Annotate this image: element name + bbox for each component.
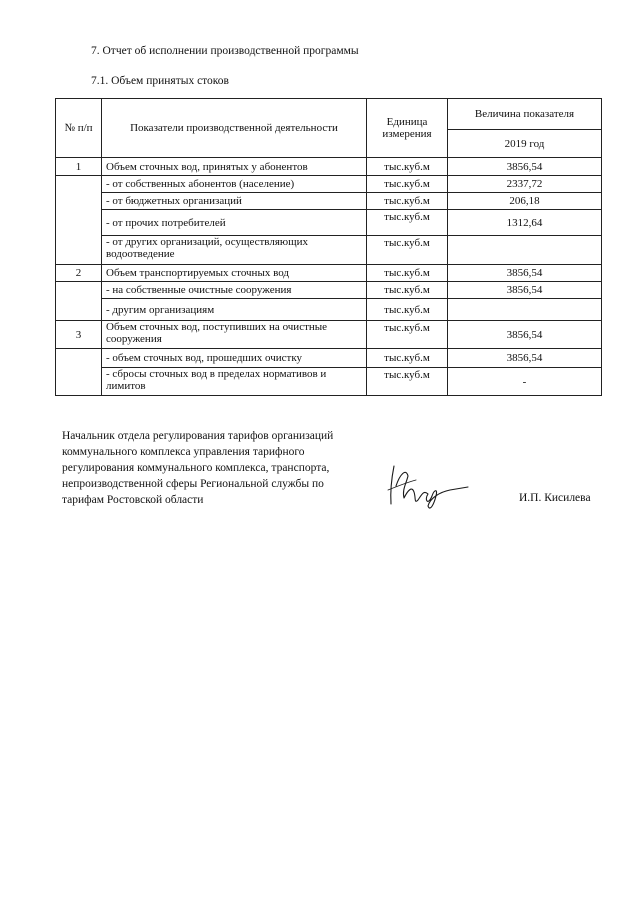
- signer-position-line: Начальник отдела регулирования тарифов организаций: [62, 430, 334, 442]
- table-row: [56, 193, 602, 210]
- row-num: 1: [56, 158, 102, 176]
- handwritten-signature: [384, 460, 470, 516]
- header-unit: Единица измерения: [367, 99, 448, 158]
- signer-position-line: коммунального комплекса управления тарифного: [62, 446, 305, 458]
- header-indicator: Показатели производственной деятельности: [102, 99, 367, 158]
- row-value: 3856,54: [448, 282, 602, 299]
- table-row: [56, 299, 602, 321]
- row-indicator: - на собственные очистные сооружения: [102, 282, 367, 299]
- row-unit: тыс.куб.м: [367, 282, 448, 299]
- row-unit: тыс.куб.м: [367, 158, 448, 176]
- row-num: [56, 349, 102, 396]
- row-unit: тыс.куб.м: [367, 265, 448, 282]
- row-indicator: Объем транспортируемых сточных вод: [102, 265, 367, 282]
- row-unit: тыс.куб.м: [367, 368, 448, 396]
- table-row: [56, 265, 602, 282]
- row-value: 2337,72: [448, 176, 602, 193]
- row-value: 3856,54: [448, 265, 602, 282]
- row-indicator: Объем сточных вод, поступивших на очистные сооружения: [102, 321, 367, 349]
- row-indicator: - сбросы сточных вод в пределах нормативов и лимитов: [102, 368, 367, 396]
- header-num: № п/п: [56, 99, 102, 158]
- row-unit: тыс.куб.м: [367, 193, 448, 210]
- table-row: [56, 282, 602, 299]
- table-row: [56, 210, 602, 236]
- report-table: [55, 98, 602, 396]
- row-num: 3: [56, 321, 102, 349]
- signer-position-line: регулирования коммунального комплекса, транспорта,: [62, 462, 330, 474]
- row-indicator: Объем сточных вод, принятых у абонентов: [102, 158, 367, 176]
- row-unit: тыс.куб.м: [367, 176, 448, 193]
- table-row: [56, 236, 602, 265]
- table-row: [56, 176, 602, 193]
- row-unit: тыс.куб.м: [367, 321, 448, 349]
- header-year: 2019 год: [448, 130, 602, 158]
- row-unit: тыс.куб.м: [367, 349, 448, 368]
- table-row: [56, 158, 602, 176]
- subsection-heading: 7.1. Объем принятых стоков: [91, 75, 229, 87]
- row-value: [448, 299, 602, 321]
- row-value: 1312,64: [448, 210, 602, 236]
- row-unit: тыс.куб.м: [367, 299, 448, 321]
- row-unit: тыс.куб.м: [367, 236, 448, 265]
- row-unit: тыс.куб.м: [367, 210, 448, 236]
- table-row: [56, 321, 602, 349]
- row-num: [56, 282, 102, 321]
- table-row: [56, 349, 602, 368]
- row-value: -: [448, 368, 602, 396]
- row-indicator: - объем сточных вод, прошедших очистку: [102, 349, 367, 368]
- row-indicator: - другим организациям: [102, 299, 367, 321]
- row-value: 3856,54: [448, 349, 602, 368]
- section-heading: 7. Отчет об исполнении производственной программы: [91, 45, 359, 57]
- row-value: 206,18: [448, 193, 602, 210]
- signer-position-line: тарифам Ростовской области: [62, 494, 204, 506]
- row-indicator: - от прочих потребителей: [102, 210, 367, 236]
- signature-block: [62, 428, 362, 508]
- row-indicator: - от собственных абонентов (население): [102, 176, 367, 193]
- header-value: Величина показателя: [448, 99, 602, 130]
- row-value: 3856,54: [448, 158, 602, 176]
- table-row: [56, 368, 602, 396]
- row-num: 2: [56, 265, 102, 282]
- signer-position-line: непроизводственной сферы Региональной службы по: [62, 478, 324, 490]
- row-value: [448, 236, 602, 265]
- row-num: [56, 176, 102, 265]
- row-indicator: - от бюджетных организаций: [102, 193, 367, 210]
- row-indicator: - от других организаций, осуществляющих водоотведение: [102, 236, 367, 265]
- row-value: 3856,54: [448, 321, 602, 349]
- signer-name: И.П. Кисилева: [519, 492, 591, 504]
